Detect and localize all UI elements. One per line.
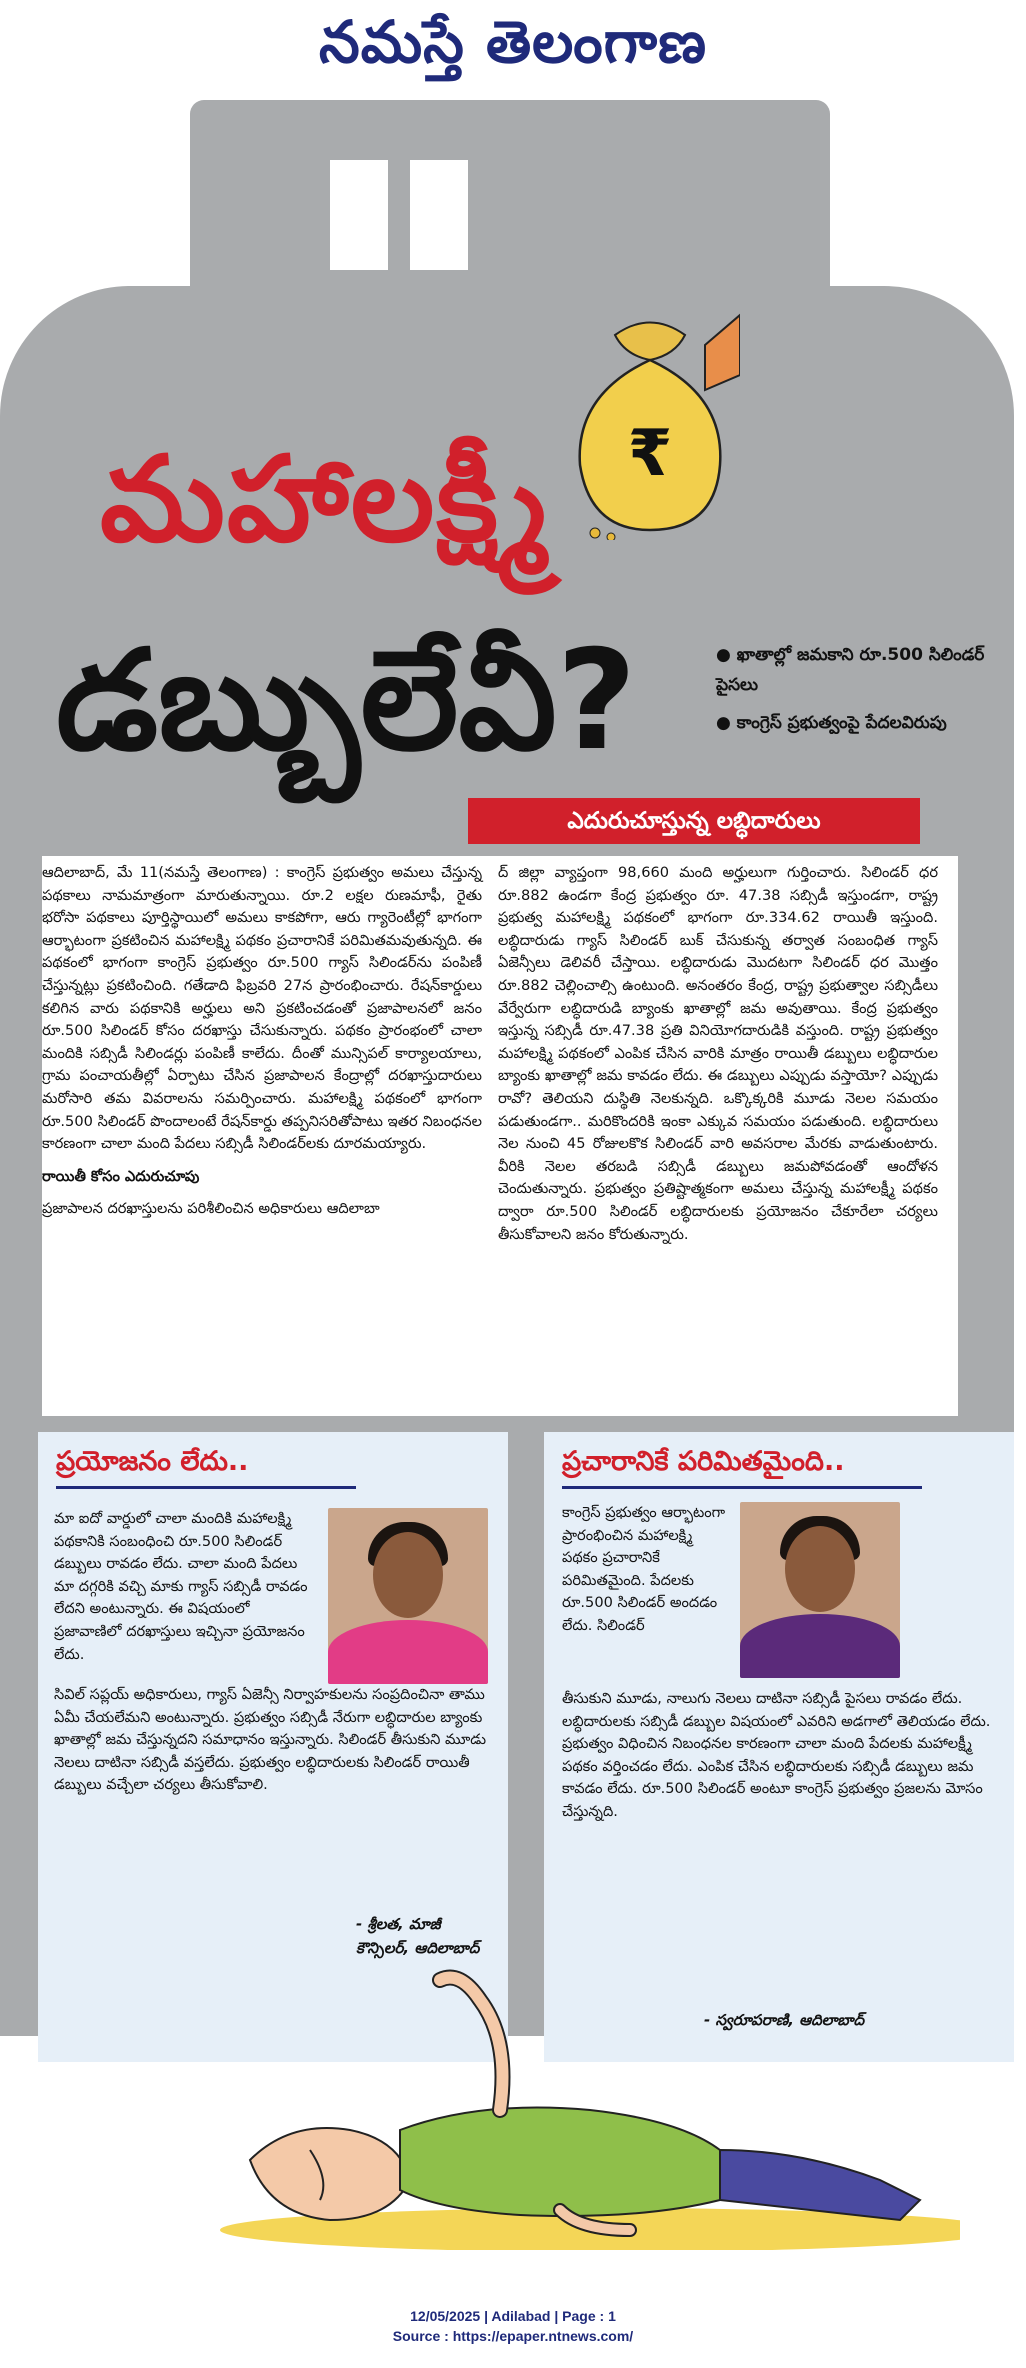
bullet-item: ● కాంగ్రెస్ ప్రభుత్వంపై పేదలవిరుపు	[716, 713, 947, 733]
box-title-underline	[562, 1486, 922, 1489]
article-paragraph: ద్ జిల్లా వ్యాప్తంగా 98,660 మంది అర్హులుగా గుర్తించారు. సిలిండర్ ధర రూ.882 ఉండగా కేంద్ర ప్రభుత్వం రూ. 47.38 సబ్సిడీ ఇస్తుండగా, రాష్ట్ర ప్రభుత్వ మహాలక్ష్మి పథకంలో భాగంగా రూ.334.62 రాయితీ ఇస్తుంది. లబ్ధిదారుడు గ్యాస్ సిలిండర్ బుక్ చేసుకున్న తర్వాత సంబంధిత గ్యాస్ ఏజెన్సీలు డెలివరీ చేస్తాయి. లబ్ధిదారుడు మొదటగా సిలిండర్ ధర మొత్తం రూ.882 చెల్లించాల్సి ఉంటుంది. అనంతరం కేంద్ర, రాష్ట్ర ప్రభుత్వాల సబ్సిడీలు వేర్వేరుగా లబ్ధిదారుడి బ్యాంకు ఖాతాల్లో జమ అవుతాయి. కేంద్ర ప్రభుత్వం ఇస్తున్న సబ్సిడీ రూ.47.38 ప్రతి వినియోగదారుడికి వస్తుంది. రాష్ట్ర ప్రభుత్వం మహాలక్ష్మి పథకంలో ఎంపిక చేసిన వారికి మాత్రం రాయితీ డబ్బులు లబ్ధిదారుల బ్యాంకు ఖాతాల్లో జమ కావడం లేదు. ఈ డబ్బులు ఎప్పుడు వస్తాయో? ఎప్పుడు రావో? తెలియని దుస్థితి నెలకున్నది. ఒక్కొక్కరికి మూడు నెలల సమయం పడుతుండగా.. మరికొందరికి ఇంకా ఎక్కువ సమయం పడుతుంది. లబ్ధిదారులు నెల నుంచి 45 రోజులకొక సిలిండర్ వారి అవసరాల మేరకు వాడుతుంటారు. వీరికి నెలల తరబడి సబ్సిడీ డబ్బులు జమపోవడంతో ఆందోళన చెందుతున్నారు. ప్రభుత్వం ప్రతిష్టాత్మకంగా అమలు చేస్తున్న మహాలక్ష్మీ పథకం ద్వారా రూ.500 సిలిండర్ లబ్ధిదారులకు ప్రయోజనం చేకూరేలా చర్యలు తీసుకోవాలని జనం కోరుతున్నారు.	[498, 864, 938, 1243]
box-title-underline	[56, 1486, 356, 1489]
article-subheading: రాయితీ కోసం ఎదురుచూపు	[42, 1167, 200, 1185]
cylinder-valve-left	[330, 160, 388, 270]
bullet-list	[716, 640, 986, 746]
headline-line1: మహాలక్ష్మీ	[100, 430, 550, 568]
cylinder-valve-right	[410, 160, 468, 270]
article-paragraph: ఆదిలాబాద్, మే 11(నమస్తే తెలంగాణ) : కాంగ్రెస్ ప్రభుత్వం అమలు చేస్తున్న పథకాలు నామమాత్రంగా మారుతున్నాయి. రూ.2 లక్షల రుణమాఫీ, రైతు భరోసా పథకాలు పూర్తిస్థాయిలో అమలు కాకపోగా, ఆరు గ్యారెంటీల్లో భాగంగా ఆర్భాటంగా ప్రకటించిన మహాలక్ష్మి పథకం ప్రచారానికే పరిమితమవుతున్నది. ఈ పథకంలో భాగంగా కాంగ్రెస్ ప్రభుత్వం రూ.500 గ్యాస్ సిలిండర్‌ను పంపిణీ చేస్తున్నట్లు ప్రకటించింది. గతేడాది ఫిబ్రవరి 27న ప్రారంభించారు. రేషన్‌కార్డులు కలిగిన వారు పథకానికి అర్హులు అని ప్రకటించడంతో ప్రజాపాలనలో జనం రూ.500 సిలిండర్ కోసం దరఖాస్తు చేసుకున్నారు. పథకం ప్రారంభంలో చాలా మందికి సబ్సిడీ సిలిండర్లు పంపిణీ కాలేదు. దీంతో మున్సిపల్ కార్యాలయాలు, గ్రామ పంచాయతీల్లో ఏర్పాటు చేసిన ప్రజాపాలన కేంద్రాల్లో దరఖాస్తుదారులు మరోసారి తమ వివరాలను సమర్పించారు. మహాలక్ష్మి పథకంలో భాగంగా రూ.500 సిలిండర్ పొందాలంటే రేషన్‌కార్డు తప్పనిసరితోపాటు ఇతర నిబంధనల కారణంగా చాలా మంది పేదలు సబ్సిడీ సిలిండర్‌లకు దూరమయ్యారు.	[42, 864, 482, 1153]
portrait-photo	[740, 1502, 900, 1678]
box-title: ప్రయోజనం లేదు..	[56, 1446, 249, 1477]
article-paragraph: ప్రజాపాలన దరఖాస్తులను పరిశీలించిన అధికారులు ఆదిలాబా	[42, 1200, 380, 1218]
portrait-photo	[328, 1508, 488, 1684]
masthead: నమస్తే తెలంగాణ	[319, 8, 707, 76]
signature: - స్వరూపరాణి, ఆదిలాబాద్	[704, 2011, 865, 2029]
article-body	[42, 856, 958, 1416]
bullet-item: ● ఖాతాల్లో జమకాని రూ.500 సిలిండర్ పైసలు	[716, 645, 985, 695]
box-text: కాంగ్రెస్ ప్రభుత్వం ఆర్భాటంగా ప్రారంభించిన మహాలక్ష్మి పథకం ప్రచారానికే పరిమితమైంది. పేదలకు రూ.500 సిలిండర్ అందడం లేదు. సిలిండర్	[562, 1504, 726, 1634]
footer-date-edition: 12/05/2025 | Adilabad | Page : 1	[410, 2308, 616, 2324]
article-column-right	[498, 862, 938, 1246]
headline-line2: డబ్బులేవీ?	[56, 620, 637, 781]
subhead-banner: ఎదురుచూస్తున్న లబ్ధిదారులు	[468, 798, 920, 844]
cartoon-illustration	[160, 1930, 960, 2250]
footer	[0, 2306, 1026, 2346]
box-text: మా ఐదో వార్డులో చాలా మందికి మహాలక్ష్మి పథకానికి సంబంధించి రూ.500 సిలిండర్ డబ్బులు రావడం లేదు. చాలా మంది పేదలు మా దగ్గరికి వచ్చి మాకు గ్యాస్ సబ్సిడీ రావడం లేదని అంటున్నారు. ఈ విషయంలో ప్రజావాణిలో దరఖాస్తులు ఇచ్చినా ప్రయోజనం లేదు.	[54, 1510, 308, 1663]
box-text: సివిల్ సప్లయ్ అధికారులు, గ్యాస్ ఏజెన్సీ నిర్వాహకులను సంప్రదించినా తాము ఏమీ చేయలేమని అంటున్నారు. ప్రభుత్వం సబ్సిడీ నేరుగా లబ్ధిదారుల బ్యాంకు ఖాతాల్లో జమ చేస్తున్నదని సమాధానం ఇస్తున్నారు. సిలిండర్ తీసుకుని మూడు నెలలు దాటినా సబ్సిడీ వస్తలేదు. ప్రభుత్వం లబ్ధిదారులకు సిలిండర్ రాయితీ డబ్బులు వచ్చేలా చర్యలు తీసుకోవాలి.	[54, 1686, 487, 1794]
rupee-symbol: ₹	[627, 417, 673, 491]
footer-source-link[interactable]: Source : https://epaper.ntnews.com/	[392, 2328, 634, 2344]
money-bag-illustration	[555, 305, 740, 540]
box-title: ప్రచారానికే పరిమితమైంది..	[562, 1446, 845, 1477]
signature: - శ్రీలత, మాజీ కౌన్సిలర్, ఆదిలాబాద్	[356, 1915, 480, 1957]
box-text: తీసుకుని మూడు, నాలుగు నెలలు దాటినా సబ్సిడీ పైసలు రావడం లేదు. లబ్ధిదారులకు సబ్సిడీ డబ్బుల విషయంలో ఎవరిని అడగాలో తెలియడం లేదు. ప్రభుత్వం విధించిన నిబంధనల కారణంగా చాలా మంది పేదలకు మహాలక్ష్మీ పథకం వర్తించడం లేదు. ఎంపిక చేసిన లబ్ధిదారులకు సబ్సిడీ డబ్బులు జమ కావడం లేదు. రూ.500 సిలిండర్ అంటూ కాంగ్రెస్ ప్రభుత్వం ప్రజలను మోసం చేస్తున్నది.	[562, 1690, 991, 1820]
article-column-left	[42, 862, 482, 1221]
